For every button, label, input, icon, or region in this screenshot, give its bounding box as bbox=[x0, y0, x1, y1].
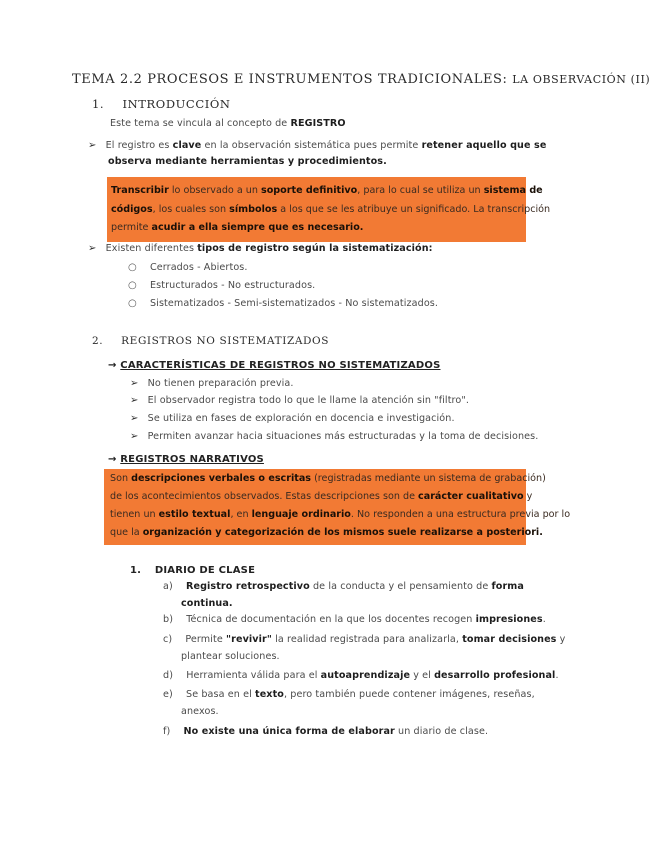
box2-line2 bbox=[110, 491, 532, 502]
diary-kw-tomar: tomar decisiones bbox=[462, 634, 557, 645]
box1-text: lo observado a un bbox=[168, 185, 261, 196]
highlight-box-transcribir bbox=[107, 177, 551, 242]
circle-bullet-icon: ○ bbox=[128, 280, 137, 291]
p1-keyword-retener: retener aquello que se bbox=[421, 140, 547, 151]
section1-title: INTRODUCCIÓN bbox=[122, 97, 231, 111]
chars-item-label: Se utiliza en fases de exploración en docencia e investigación. bbox=[147, 413, 455, 424]
title-sub: LA OBSERVACIÓN (II) bbox=[512, 73, 650, 86]
subheading-narrativos-label: REGISTROS NARRATIVOS bbox=[120, 454, 264, 465]
box2-line1 bbox=[110, 473, 546, 484]
diary-text: y el bbox=[410, 670, 435, 681]
p1-keyword-clave: clave bbox=[172, 140, 202, 151]
section1-intro bbox=[110, 118, 346, 129]
diary-item-letter: f) bbox=[163, 726, 171, 737]
diary-text: plantear soluciones. bbox=[181, 651, 280, 662]
section2-heading bbox=[92, 335, 329, 347]
circle-bullet-icon: ○ bbox=[128, 262, 137, 273]
highlight-box-narrativos bbox=[104, 469, 571, 545]
box1-text: , los cuales son bbox=[152, 204, 230, 215]
arrow-bullet-icon: ➢ bbox=[130, 431, 139, 442]
section1-heading bbox=[92, 97, 231, 111]
box2-text: , en bbox=[230, 509, 252, 520]
right-arrow-icon: → bbox=[108, 360, 117, 371]
types-item bbox=[128, 280, 315, 291]
types-item-label: Cerrados - Abiertos. bbox=[149, 262, 248, 273]
chars-item bbox=[130, 395, 469, 406]
diary-heading bbox=[130, 565, 255, 576]
arrow-bullet-icon: ➢ bbox=[130, 378, 139, 389]
box2-text: tienen un bbox=[110, 509, 159, 520]
box1-kw-transcribir: Transcribir bbox=[111, 185, 169, 196]
diary-item-letter: a) bbox=[163, 581, 173, 592]
diary-text: la realidad registrada para analizarla, bbox=[271, 634, 463, 645]
p1-text-c: en la observación sistemática pues permite bbox=[201, 140, 422, 151]
box2-kw-estilo: estilo textual bbox=[158, 509, 231, 520]
section2-number: 2. bbox=[92, 335, 104, 347]
diary-text: Se basa en el bbox=[186, 689, 256, 700]
diary-text: Técnica de documentación en la que los docentes recogen bbox=[186, 614, 476, 625]
diary-kw-forma: forma bbox=[491, 581, 524, 592]
box2-kw-descripciones: descripciones verbales o escritas bbox=[131, 473, 312, 484]
box2-kw-caracter: carácter cualitativo bbox=[418, 491, 524, 502]
diary-item-c-line2 bbox=[181, 651, 280, 662]
arrow-bullet-icon: ➢ bbox=[130, 413, 139, 424]
box2-text: Son bbox=[110, 473, 132, 484]
diary-text: Herramienta válida para el bbox=[186, 670, 321, 681]
diary-kw-revivir: "revivir" bbox=[226, 634, 272, 645]
diary-item-c bbox=[163, 634, 565, 645]
box1-text: permite bbox=[111, 222, 152, 233]
chars-item bbox=[130, 431, 538, 442]
arrow-bullet-icon: ➢ bbox=[130, 395, 139, 406]
page-title bbox=[72, 72, 650, 87]
diary-item-f bbox=[163, 726, 488, 737]
box2-text: de los acontecimientos observados. Estas descripciones son de bbox=[110, 491, 419, 502]
types-item bbox=[128, 298, 438, 309]
chars-item bbox=[130, 413, 455, 424]
box1-kw-codigos: códigos bbox=[111, 204, 153, 215]
types-item-label: Estructurados - No estructurados. bbox=[149, 280, 316, 291]
box1-line1 bbox=[111, 185, 543, 196]
chars-item-label: No tienen preparación previa. bbox=[147, 378, 294, 389]
types-item-label: Sistematizados - Semi-sistematizados - No sistematizados. bbox=[149, 298, 439, 309]
right-arrow-icon: → bbox=[108, 454, 117, 465]
diary-kw-continua: continua. bbox=[181, 598, 233, 609]
box2-line3 bbox=[110, 509, 570, 520]
diary-item-d bbox=[163, 670, 559, 681]
circle-bullet-icon: ○ bbox=[128, 298, 137, 309]
diary-item-a-line2 bbox=[181, 598, 233, 609]
section2-title: REGISTROS NO SISTEMATIZADOS bbox=[121, 335, 330, 347]
diary-item-b bbox=[163, 614, 546, 625]
box2-kw-organizacion: organización y categorización de los mismos suele realizarse a posteriori. bbox=[142, 527, 543, 538]
intro-text: Este tema se vincula al concepto de bbox=[110, 118, 291, 129]
diary-item-e-line2 bbox=[181, 706, 219, 717]
box2-text: que la bbox=[110, 527, 143, 538]
arrow-bullet-icon: ➢ bbox=[88, 140, 97, 151]
diary-text: . bbox=[555, 670, 559, 681]
box1-kw-soporte: soporte definitivo bbox=[261, 185, 358, 196]
box1-kw-simbolos: símbolos bbox=[229, 204, 278, 215]
diary-text: . bbox=[542, 614, 546, 625]
box2-text: . No responden a una estructura previa por lo bbox=[350, 509, 571, 520]
diary-title: DIARIO DE CLASE bbox=[154, 565, 256, 576]
chars-item bbox=[130, 378, 294, 389]
diary-text: , pero también puede contener imágenes, reseñas, bbox=[283, 689, 535, 700]
diary-item-e bbox=[163, 689, 535, 700]
section1-p1-line1 bbox=[88, 140, 546, 151]
box2-text: (registradas mediante un sistema de grabación) bbox=[311, 473, 546, 484]
diary-kw-desarrollo: desarrollo profesional bbox=[434, 670, 556, 681]
p1-text-a: El registro es bbox=[105, 140, 173, 151]
title-main: TEMA 2.2 PROCESOS E INSTRUMENTOS TRADICIONALES: bbox=[72, 72, 513, 87]
p1-keyword-observa: observa mediante herramientas y procedimientos. bbox=[108, 156, 387, 167]
diary-text: de la conducta y el pensamiento de bbox=[309, 581, 492, 592]
subheading-characteristics bbox=[108, 360, 440, 371]
chars-item-label: Permiten avanzar hacia situaciones más estructuradas y la toma de decisiones. bbox=[147, 431, 539, 442]
diary-number: 1. bbox=[130, 565, 142, 576]
diary-item-letter: d) bbox=[163, 670, 174, 681]
p2-text: Existen diferentes bbox=[105, 243, 198, 254]
arrow-bullet-icon: ➢ bbox=[88, 243, 97, 254]
diary-item-letter: b) bbox=[163, 614, 174, 625]
diary-kw-no-existe: No existe una única forma de elaborar bbox=[183, 726, 395, 737]
intro-keyword: REGISTRO bbox=[290, 118, 346, 129]
diary-kw-autoaprendizaje: autoaprendizaje bbox=[320, 670, 411, 681]
box1-line3 bbox=[111, 222, 363, 233]
box1-kw-acudir: acudir a ella siempre que es necesario. bbox=[151, 222, 364, 233]
diary-item-letter: c) bbox=[163, 634, 173, 645]
diary-item-letter: e) bbox=[163, 689, 173, 700]
diary-text: un diario de clase. bbox=[394, 726, 489, 737]
box1-line2 bbox=[111, 204, 550, 215]
subheading-characteristics-label: CARACTERÍSTICAS DE REGISTROS NO SISTEMATIZADOS bbox=[120, 360, 441, 371]
diary-text: anexos. bbox=[181, 706, 219, 717]
diary-kw-impresiones: impresiones bbox=[475, 614, 543, 625]
box1-text: , para lo cual se utiliza un bbox=[357, 185, 484, 196]
p2-keyword-tipos: tipos de registro según la sistematización: bbox=[197, 243, 433, 254]
section1-p2 bbox=[88, 243, 433, 254]
diary-item-a bbox=[163, 581, 524, 592]
diary-text: Permite bbox=[185, 634, 227, 645]
section1-p1-line2 bbox=[108, 156, 387, 167]
chars-item-label: El observador registra todo lo que le llame la atención sin "filtro". bbox=[147, 395, 470, 406]
box1-text: a los que se les atribuye un significado. La transcripción bbox=[277, 204, 551, 215]
diary-text: y bbox=[556, 634, 566, 645]
section1-number: 1. bbox=[92, 97, 105, 111]
diary-kw-texto: texto bbox=[255, 689, 284, 700]
box2-kw-lenguaje: lenguaje ordinario bbox=[251, 509, 351, 520]
diary-kw-registro: Registro retrospectivo bbox=[185, 581, 310, 592]
subheading-narrativos bbox=[108, 454, 264, 465]
box1-kw-sistema: sistema de bbox=[483, 185, 543, 196]
box2-line4 bbox=[110, 527, 543, 538]
box2-text: y bbox=[523, 491, 533, 502]
types-item bbox=[128, 262, 248, 273]
